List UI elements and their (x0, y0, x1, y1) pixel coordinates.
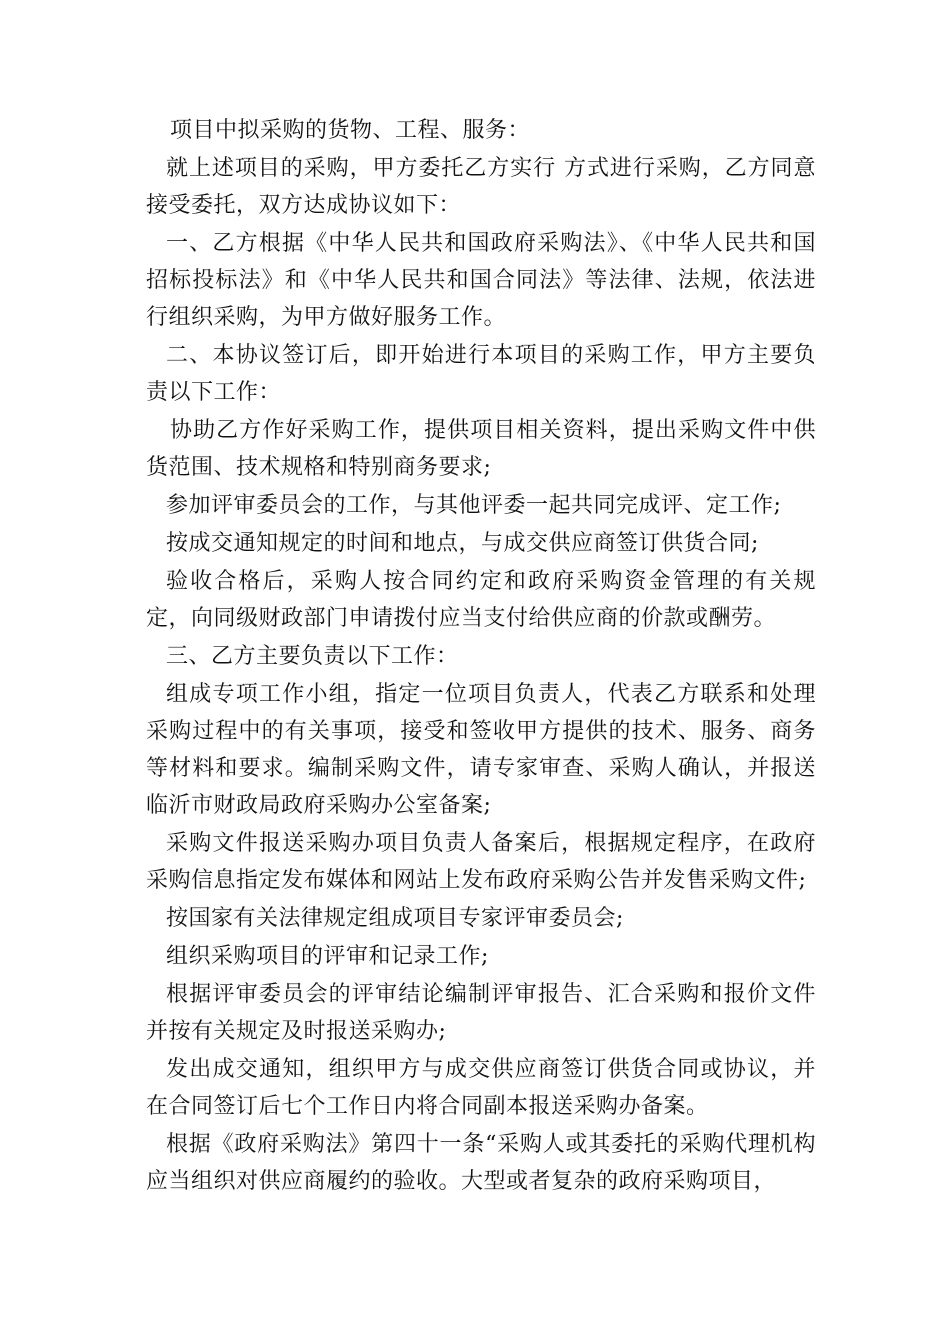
document-body (146, 112, 816, 1201)
paragraph-clause-one: 一、乙方根据《中华人民共和国政府采购法》、《中华人民共和国招标投标法》和《中华人民共和国合同法》等法律、法规，依法进行组织采购，为甲方做好服务工作。 (146, 231, 816, 330)
paragraph-article-41: 根据《政府采购法》第四十一条“采购人或其委托的采购代理机构应当组织对供应商履约的验收。大型或者复杂的政府采购项目， (146, 1132, 816, 1194)
paragraph-party-b-duty-4: 组织采购项目的评审和记录工作; (166, 944, 489, 969)
paragraph-clause-two: 二、本协议签订后，即开始进行本项目的采购工作，甲方主要负责以下工作： (146, 343, 816, 405)
paragraph-party-b-duty-5: 根据评审委员会的评审结论编制评审报告、汇合采购和报价文件并按有关规定及时报送采购办; (146, 982, 816, 1044)
paragraph-party-a-duty-4: 验收合格后，采购人按合同约定和政府采购资金管理的有关规定，向同级财政部门申请拨付应当支付给供应商的价款或酬劳。 (146, 569, 816, 631)
paragraph-party-b-duty-6: 发出成交通知，组织甲方与成交供应商签订供货合同或协议，并在合同签订后七个工作日内将合同副本报送采购办备案。 (146, 1057, 816, 1119)
paragraph-entrustment: 就上述项目的采购，甲方委托乙方实行 方式进行采购，乙方同意接受委托，双方达成协议如下： (146, 156, 816, 218)
paragraph-party-a-duty-1: 协助乙方作好采购工作，提供项目相关资料，提出采购文件中供货范围、技术规格和特别商务要求; (146, 418, 816, 480)
paragraph-party-a-duty-3: 按成交通知规定的时间和地点，与成交供应商签订供货合同; (166, 531, 759, 556)
paragraph-party-b-duty-2: 采购文件报送采购办项目负责人备案后，根据规定程序，在政府采购信息指定发布媒体和网站上发布政府采购公告并发售采购文件; (146, 831, 816, 893)
paragraph-party-a-duty-2: 参加评审委员会的工作，与其他评委一起共同完成评、定工作; (166, 493, 782, 518)
paragraph-procurement-items: 项目中拟采购的货物、工程、服务： (170, 118, 531, 143)
paragraph-clause-three: 三、乙方主要负责以下工作： (166, 644, 459, 669)
paragraph-party-b-duty-1: 组成专项工作小组，指定一位项目负责人，代表乙方联系和处理采购过程中的有关事项，接受和签收甲方提供的技术、服务、商务等材料和要求。编制采购文件，请专家审查、采购人确认，并报送临沂市财政局政府采购办公室备案; (146, 682, 816, 818)
paragraph-party-b-duty-3: 按国家有关法律规定组成项目专家评审委员会; (166, 906, 624, 931)
